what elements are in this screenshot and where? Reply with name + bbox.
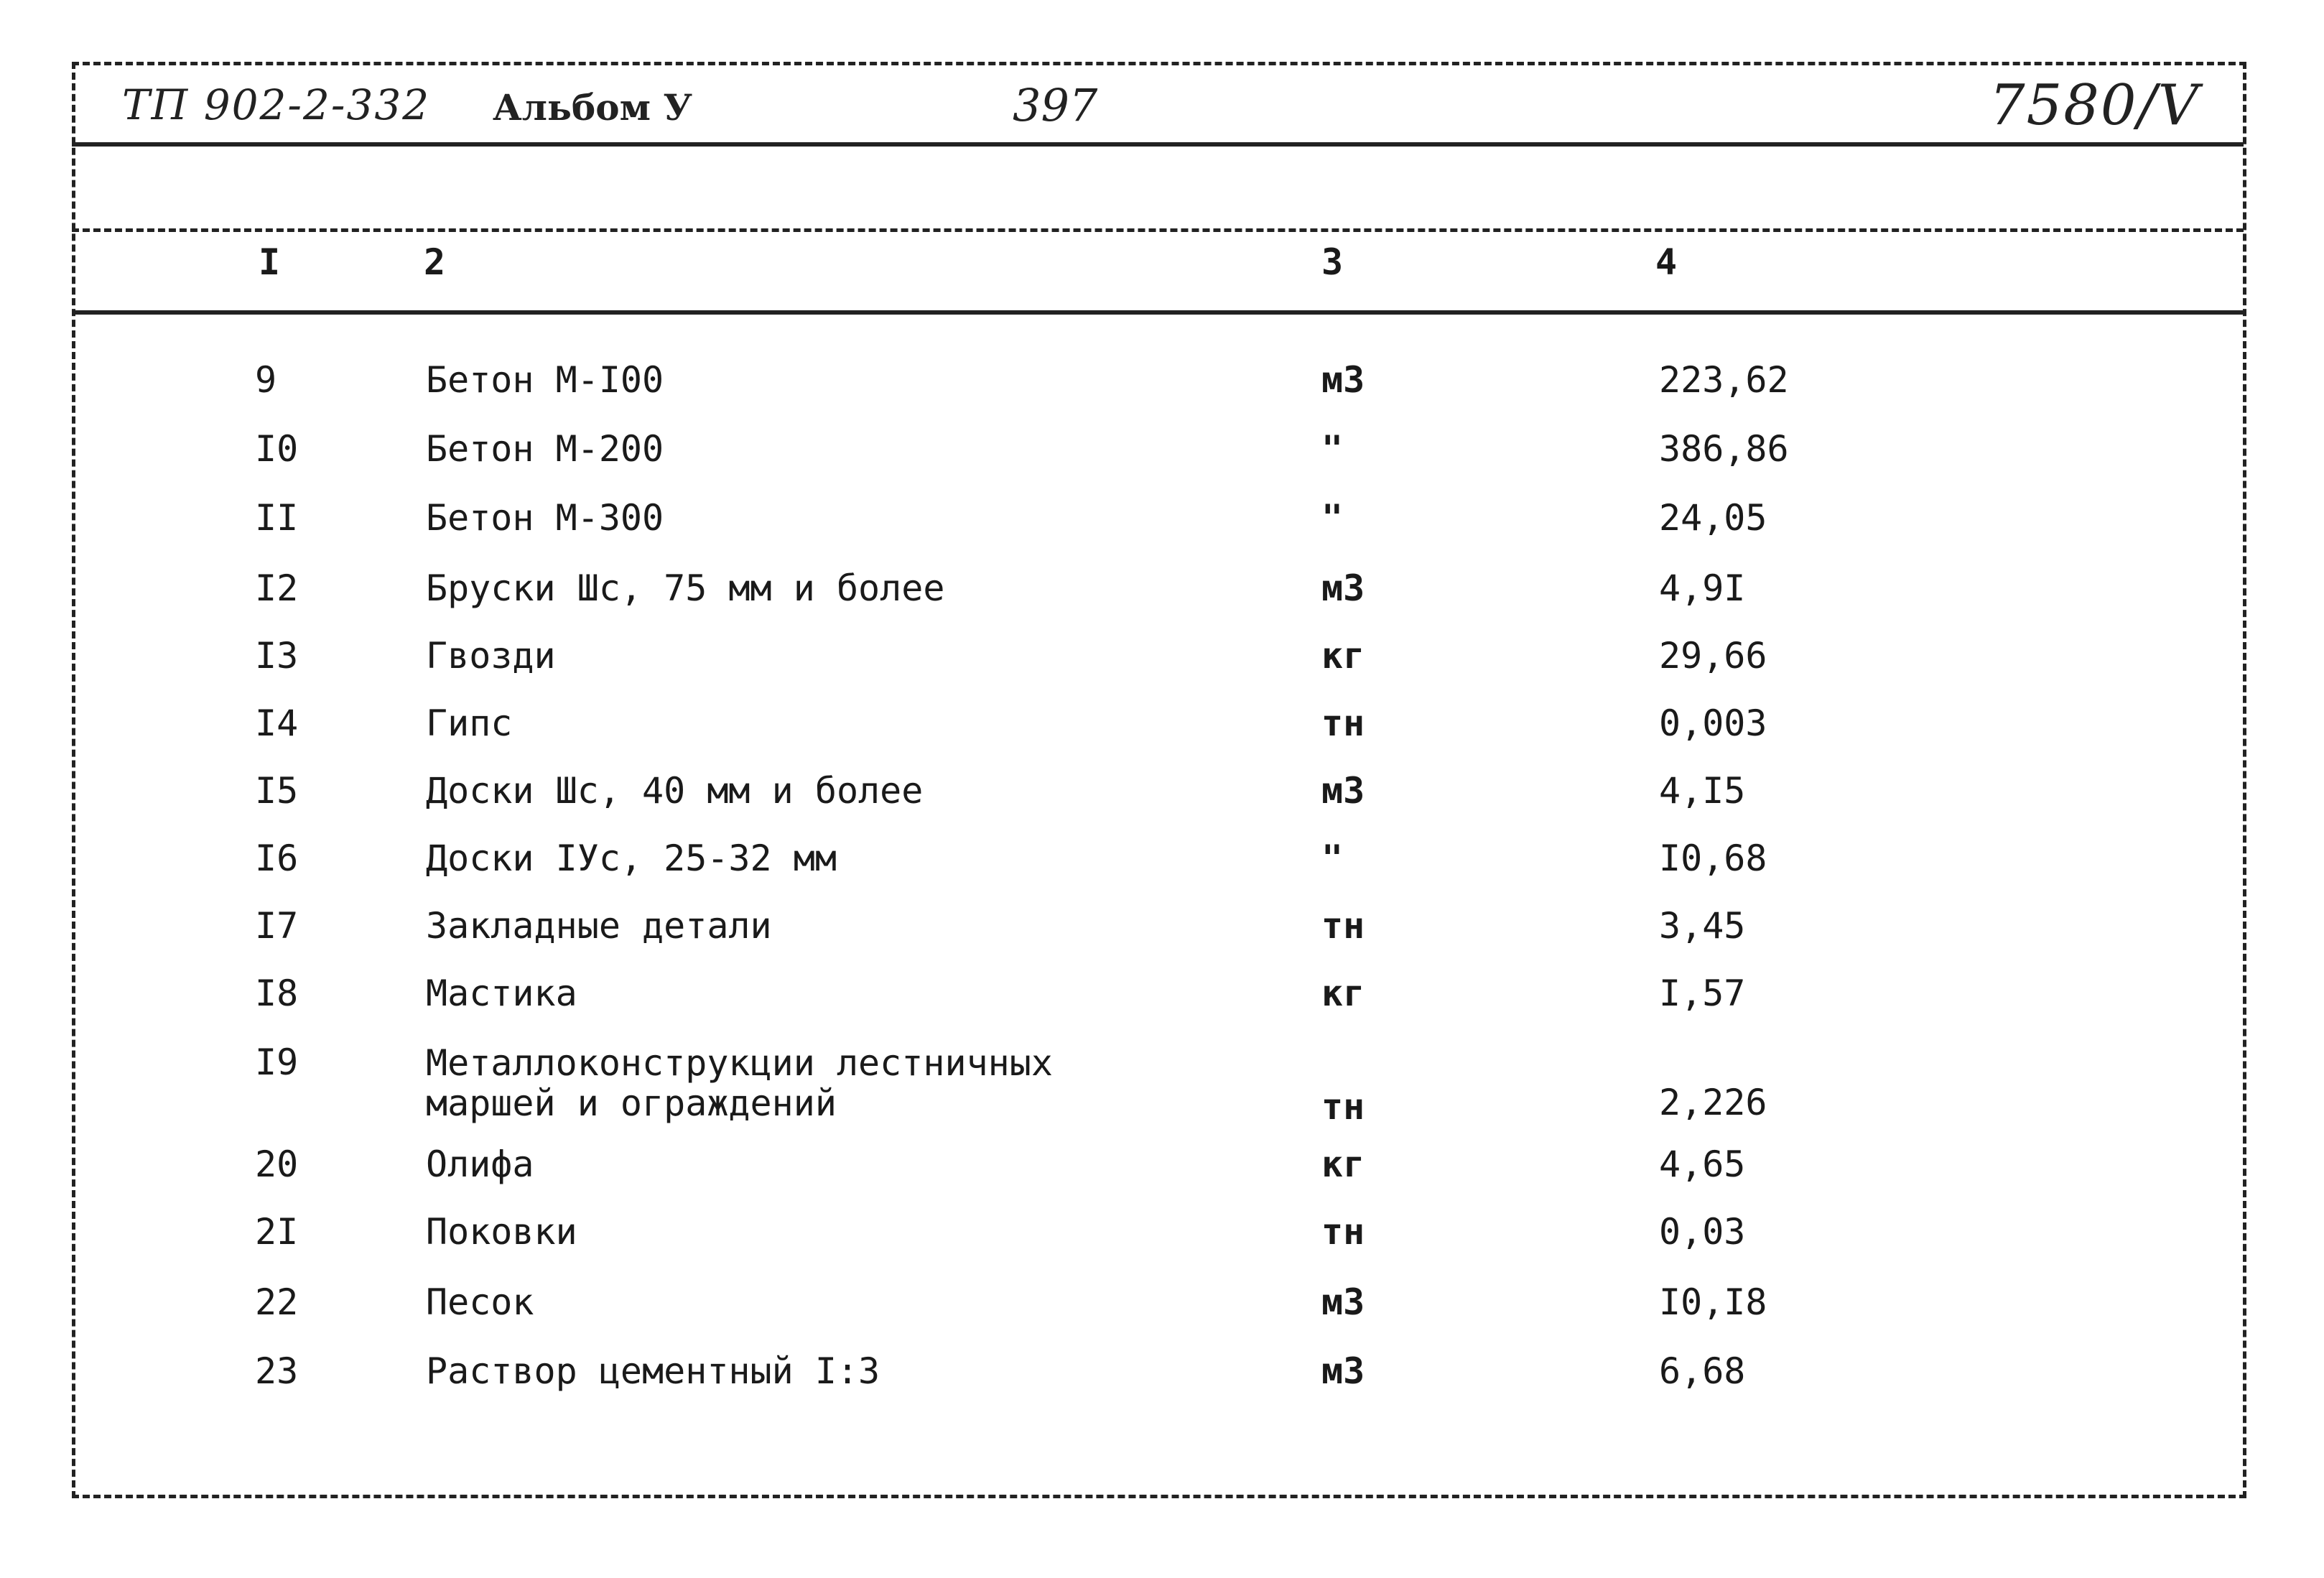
quantity: I,57 xyxy=(1659,973,1746,1014)
document-code: ТП 902-2-332 xyxy=(122,80,431,129)
unit: кг xyxy=(1321,973,1365,1014)
material-name: Поковки xyxy=(426,1211,577,1253)
material-name: Гвозди xyxy=(426,635,556,677)
unit: м3 xyxy=(1321,359,1365,401)
row-number: 20 xyxy=(255,1143,299,1185)
material-name: Закладные детали xyxy=(426,905,772,947)
quantity: 24,05 xyxy=(1659,497,1767,539)
column-header-2: 2 xyxy=(424,241,446,283)
unit: м3 xyxy=(1321,770,1365,812)
quantity: I0,68 xyxy=(1659,837,1767,879)
album-label: Альбом У xyxy=(493,86,693,129)
page-number: 397 xyxy=(1013,79,1098,131)
unit: тн xyxy=(1321,1211,1365,1253)
table-row xyxy=(0,770,2324,835)
row-number: I6 xyxy=(255,837,299,879)
material-name: Мастика xyxy=(426,973,577,1014)
material-name: Бруски Шс, 75 мм и более xyxy=(426,567,945,609)
unit: кг xyxy=(1321,635,1365,677)
row-number: 22 xyxy=(255,1281,299,1323)
quantity: 4,I5 xyxy=(1659,770,1746,812)
row-number: I3 xyxy=(255,635,299,677)
column-header-3: 3 xyxy=(1321,241,1344,283)
table-row xyxy=(0,837,2324,902)
quantity: I0,I8 xyxy=(1659,1281,1767,1323)
quantity: 4,65 xyxy=(1659,1143,1746,1185)
unit: м3 xyxy=(1321,567,1365,609)
table-row xyxy=(0,973,2324,1037)
quantity: 2,226 xyxy=(1659,1082,1767,1123)
table-row xyxy=(0,497,2324,562)
table-row xyxy=(0,635,2324,700)
column-header-1: I xyxy=(259,241,281,283)
row-number: I2 xyxy=(255,567,299,609)
material-name: Гипс xyxy=(426,702,513,744)
table-row xyxy=(0,1211,2324,1276)
table-row xyxy=(0,1143,2324,1208)
table-row xyxy=(0,1350,2324,1415)
material-name: Доски Шс, 40 мм и более xyxy=(426,770,924,812)
row-number: I4 xyxy=(255,702,299,744)
document-id: 7580/V xyxy=(1989,73,2200,138)
row-number: 9 xyxy=(255,359,277,401)
unit: тн xyxy=(1321,1086,1365,1128)
unit: м3 xyxy=(1321,1350,1365,1392)
quantity: 0,03 xyxy=(1659,1211,1746,1253)
table-row xyxy=(0,905,2324,970)
quantity: 223,62 xyxy=(1659,359,1789,401)
column-header-4: 4 xyxy=(1655,241,1678,283)
column-header-divider xyxy=(72,310,2244,315)
table-row xyxy=(0,359,2324,424)
unit: " xyxy=(1321,428,1344,470)
table-top-line xyxy=(72,228,2244,232)
material-name: Раствор цементный I:3 xyxy=(426,1350,880,1392)
material-name: Бетон М-I00 xyxy=(426,359,664,401)
unit: " xyxy=(1321,837,1344,879)
row-number: I7 xyxy=(255,905,299,947)
material-name: Металлоконструкции лестничных маршей и ограждений xyxy=(426,1042,1053,1124)
material-name: Доски IУс, 25-32 мм xyxy=(426,837,837,879)
row-number: 23 xyxy=(255,1350,299,1392)
row-number: II xyxy=(255,497,299,539)
table-row xyxy=(0,428,2324,493)
header-divider xyxy=(72,142,2244,147)
row-number: I0 xyxy=(255,428,299,470)
row-number: I9 xyxy=(255,1041,299,1083)
material-name: Бетон М-200 xyxy=(426,428,664,470)
table-row xyxy=(0,1041,2324,1142)
quantity: 0,003 xyxy=(1659,702,1767,744)
table-row xyxy=(0,567,2324,632)
table-row xyxy=(0,1281,2324,1346)
unit: " xyxy=(1321,497,1344,539)
quantity: 29,66 xyxy=(1659,635,1767,677)
quantity: 386,86 xyxy=(1659,428,1789,470)
row-number: I8 xyxy=(255,973,299,1014)
material-name: Бетон М-300 xyxy=(426,497,664,539)
material-name: Песок xyxy=(426,1281,534,1323)
material-name: Олифа xyxy=(426,1143,534,1185)
unit: тн xyxy=(1321,702,1365,744)
unit: тн xyxy=(1321,905,1365,947)
unit: кг xyxy=(1321,1143,1365,1185)
quantity: 3,45 xyxy=(1659,905,1746,947)
row-number: 2I xyxy=(255,1211,299,1253)
quantity: 4,9I xyxy=(1659,567,1746,609)
quantity: 6,68 xyxy=(1659,1350,1746,1392)
table-row xyxy=(0,702,2324,767)
unit: м3 xyxy=(1321,1281,1365,1323)
row-number: I5 xyxy=(255,770,299,812)
